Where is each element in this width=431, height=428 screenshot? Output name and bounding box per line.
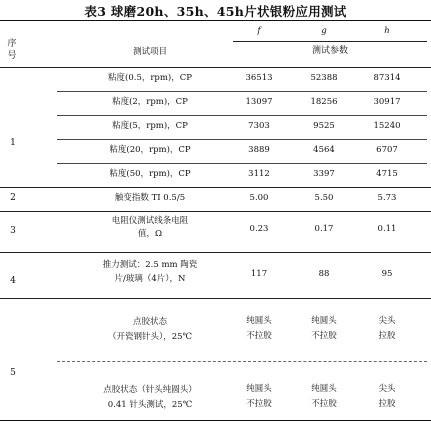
- value-f: 0.23: [249, 224, 269, 234]
- value-f: 3889: [248, 145, 270, 155]
- row-number: 1: [10, 138, 16, 148]
- value-h: 15240: [373, 121, 401, 131]
- value-g: 4564: [313, 145, 335, 155]
- value-h: 5.73: [377, 193, 397, 203]
- test-item-line2: 值，Ω: [137, 229, 163, 239]
- header-sub-rule: [233, 41, 427, 42]
- row-rule: [57, 115, 427, 116]
- header-rule: [0, 67, 431, 68]
- test-item: 粘度(5，rpm)，CP: [112, 121, 188, 131]
- test-item-line1: 电阻仪测试线条电阻: [111, 216, 189, 226]
- row-rule: [57, 361, 427, 362]
- group-rule: [0, 211, 431, 212]
- seq-header: 序号: [7, 39, 17, 61]
- params-header: 测试参数: [311, 46, 348, 56]
- value-g: 0.17: [314, 224, 334, 234]
- value-f-line1: 纯圆头: [246, 316, 272, 326]
- row-rule: [57, 163, 427, 164]
- test-item: 粘度(0.5，rpm)，CP: [108, 73, 192, 83]
- row-number: 2: [10, 193, 16, 203]
- table-title: 表3 球磨20h、35h、45h片状银粉应用测试: [84, 4, 347, 19]
- test-item-line1: 点胶状态: [132, 317, 167, 327]
- col-h-header: h: [384, 26, 390, 36]
- row-rule: [57, 91, 427, 92]
- value-g-line1: 纯圆头: [311, 384, 337, 394]
- value-f-line2: 不拉胶: [246, 399, 272, 409]
- group-rule: [0, 187, 431, 188]
- value-h-line1: 尖头: [378, 316, 396, 326]
- test-item-line2: （开瓷钢针头），25℃: [107, 332, 193, 342]
- value-g: 9525: [313, 121, 335, 131]
- value-f: 5.00: [249, 193, 269, 203]
- test-item: 触变指数 TI 0.5/5: [114, 193, 186, 203]
- value-g-line2: 不拉胶: [311, 399, 337, 409]
- value-h-line2: 拉胶: [378, 331, 396, 341]
- group-rule: [0, 298, 431, 299]
- row-number: 4: [10, 276, 16, 286]
- row-number: 5: [10, 368, 16, 378]
- top-rule: [0, 20, 431, 21]
- value-f: 117: [250, 269, 268, 279]
- item-header: 测试项目: [132, 47, 167, 57]
- test-item-line2: 片/玻璃（4片），N: [114, 274, 186, 284]
- value-g: 5.50: [314, 193, 334, 203]
- test-item: 粘度(2，rpm)，CP: [112, 97, 188, 107]
- test-item-line2: 0.41 针头测试，25℃: [107, 400, 193, 410]
- value-g: 88: [318, 269, 330, 279]
- value-g: 3397: [313, 169, 335, 179]
- group-rule: [0, 252, 431, 253]
- value-g: 18256: [310, 97, 338, 107]
- col-f-header: f: [257, 26, 261, 36]
- value-f: 13097: [245, 97, 273, 107]
- value-f-line1: 纯圆头: [246, 384, 272, 394]
- value-f: 36513: [245, 73, 273, 83]
- test-item: 粘度(50，rpm)，CP: [109, 169, 191, 179]
- value-h: 87314: [373, 73, 401, 83]
- bottom-rule: [0, 420, 431, 421]
- test-item: 粘度(20，rpm)，CP: [109, 145, 191, 155]
- value-h: 95: [381, 269, 393, 279]
- test-item-line1: 点胶状态（针头纯圆头）: [103, 385, 197, 395]
- value-g-line1: 纯圆头: [311, 316, 337, 326]
- value-h-line1: 尖头: [378, 384, 396, 394]
- value-g-line2: 不拉胶: [311, 331, 337, 341]
- value-g: 52388: [310, 73, 338, 83]
- col-g-header: g: [321, 26, 327, 36]
- row-number: 3: [10, 226, 16, 236]
- value-h: 0.11: [377, 224, 397, 234]
- row-rule: [57, 139, 427, 140]
- value-h: 4715: [376, 169, 398, 179]
- value-h-line2: 拉胶: [378, 399, 396, 409]
- value-f-line2: 不拉胶: [246, 331, 272, 341]
- value-h: 30917: [373, 97, 401, 107]
- value-f: 3112: [248, 169, 270, 179]
- value-f: 7303: [248, 121, 270, 131]
- test-item-line1: 推力测试：2.5 mm 陶瓷: [102, 260, 198, 270]
- value-h: 6707: [376, 145, 398, 155]
